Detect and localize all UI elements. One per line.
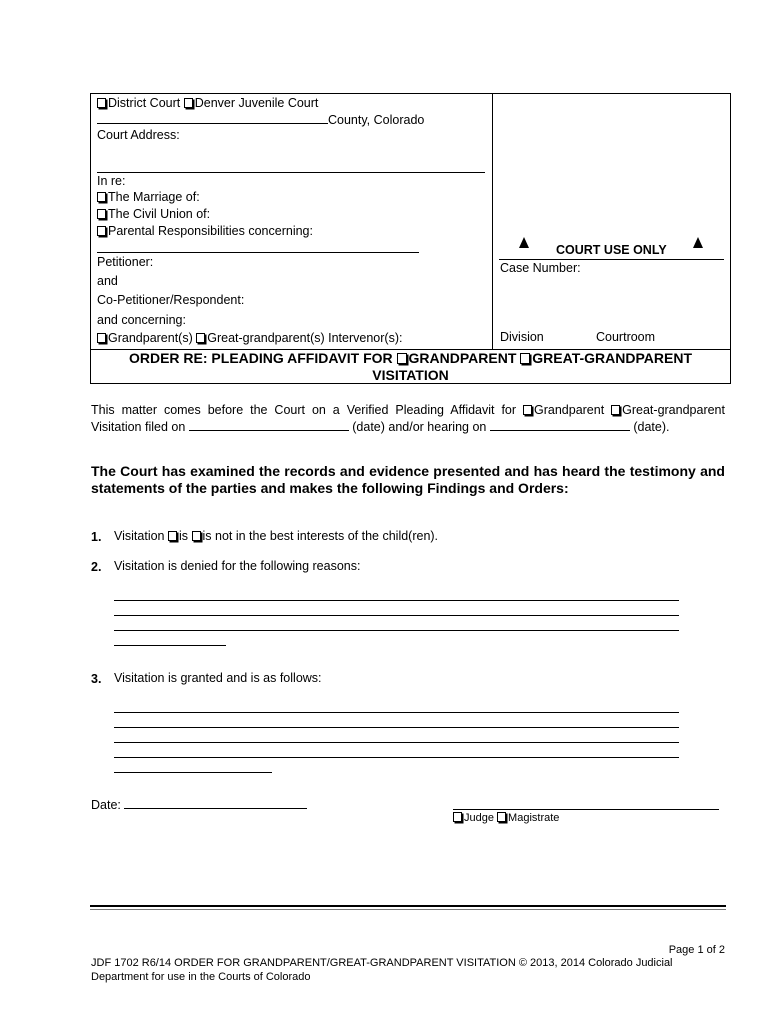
and-label: and <box>97 274 118 288</box>
intro-line1 <box>91 403 725 417</box>
visitation-filed-label: Visitation filed on <box>91 420 186 434</box>
page-title <box>90 350 731 384</box>
page-number: Page 1 of 2 <box>668 944 725 956</box>
footer-line-1: JDF 1702 R6/14 ORDER FOR GRANDPARENT/GREAT-GRANDPARENT VISITATION © 2013, 2014 Colorado Judicial <box>91 957 673 969</box>
item-1-visitation: Visitation <box>114 529 165 543</box>
denver-juvenile-checkbox[interactable] <box>184 98 193 108</box>
marriage-label: The Marriage of: <box>108 190 200 204</box>
hearing-label: (date) and/or hearing on <box>352 420 487 434</box>
county-row <box>97 112 424 127</box>
marriage-row <box>97 190 200 204</box>
item-2-number: 2. <box>91 560 102 574</box>
date-row <box>91 797 307 812</box>
county-label: County, Colorado <box>328 113 425 127</box>
caption-divider <box>492 93 493 350</box>
civil-union-checkbox[interactable] <box>97 209 106 219</box>
magistrate-checkbox[interactable] <box>497 812 506 822</box>
co-petitioner-label: Co-Petitioner/Respondent: <box>97 293 245 307</box>
court-use-only-label: COURT USE ONLY <box>556 243 667 257</box>
intro-great-checkbox[interactable] <box>611 405 620 415</box>
parties-line[interactable] <box>97 252 419 253</box>
denied-line-3[interactable] <box>114 630 679 631</box>
intro-great-label: Great-grandparent <box>622 403 725 417</box>
and-concerning-label: and concerning: <box>97 313 186 327</box>
intro-text: This matter comes before the Court on a Verified Pleading Affidavit for <box>91 403 517 417</box>
denver-juvenile-label: Denver Juvenile Court <box>194 96 319 110</box>
granted-line-1[interactable] <box>114 712 679 713</box>
court-address-label: Court Address: <box>97 128 180 142</box>
grandparents-checkbox[interactable] <box>97 333 106 343</box>
findings-text: The Court has examined the records and evidence presented and has heard the testimony and statements of the parties and makes the following Findings and Orders: <box>91 463 725 496</box>
title-great-checkbox[interactable] <box>520 353 530 364</box>
is-not-checkbox[interactable] <box>192 531 201 541</box>
civil-union-label: The Civil Union of: <box>108 207 211 221</box>
filed-date-blank[interactable] <box>189 419 349 431</box>
title-part1: ORDER RE: PLEADING AFFIDAVIT FOR <box>128 350 393 366</box>
courtroom-label: Courtroom <box>596 330 656 344</box>
county-blank[interactable] <box>97 112 328 124</box>
intro-grandparent-label: Grandparent <box>534 403 605 417</box>
denied-line-1[interactable] <box>114 600 679 601</box>
intervenor-row <box>97 331 402 345</box>
date-end-label: (date). <box>633 420 670 434</box>
magistrate-label: Magistrate <box>508 812 560 824</box>
petitioner-label: Petitioner: <box>97 255 154 269</box>
is-label: is <box>178 529 189 543</box>
civil-union-row <box>97 207 210 221</box>
hearing-date-blank[interactable] <box>490 419 630 431</box>
denied-line-2[interactable] <box>114 615 679 616</box>
district-court-checkbox[interactable] <box>97 98 106 108</box>
granted-line-4[interactable] <box>114 757 679 758</box>
title-line2: VISITATION <box>372 367 449 383</box>
date-blank[interactable] <box>124 797 307 809</box>
court-type-row <box>97 96 318 110</box>
judge-checkbox[interactable] <box>453 812 462 822</box>
up-arrow-right-icon <box>693 237 703 248</box>
is-not-label: is not in the best interests of the child(ren). <box>202 529 439 543</box>
item-1-text <box>114 529 438 543</box>
granted-line-2[interactable] <box>114 727 679 728</box>
intro-grandparent-checkbox[interactable] <box>523 405 532 415</box>
date-label: Date: <box>91 798 121 812</box>
in-re-label: In re: <box>97 174 126 188</box>
parental-checkbox[interactable] <box>97 226 106 236</box>
intro-line2 <box>91 419 669 434</box>
item-1-number: 1. <box>91 530 102 544</box>
signature-line[interactable] <box>453 809 719 810</box>
footer-rule <box>90 905 726 910</box>
marriage-checkbox[interactable] <box>97 192 106 202</box>
title-grandparent: GRANDPARENT <box>408 350 517 366</box>
court-address-line[interactable] <box>97 172 485 173</box>
district-court-label: District Court <box>108 96 181 110</box>
parental-label: Parental Responsibilities concerning: <box>108 224 313 238</box>
division-label: Division <box>500 330 544 344</box>
title-great: GREAT-GRANDPARENT <box>532 350 692 366</box>
up-arrow-left-icon <box>519 237 529 248</box>
footer-line-2: Department for use in the Courts of Colorado <box>91 971 311 983</box>
case-number-label: Case Number: <box>500 261 581 275</box>
granted-line-5[interactable] <box>114 772 272 773</box>
item-3-text: Visitation is granted and is as follows: <box>114 671 322 685</box>
great-grandparents-label: Great-grandparent(s) Intervenor(s): <box>207 331 403 345</box>
is-checkbox[interactable] <box>168 531 177 541</box>
title-grandparent-checkbox[interactable] <box>397 353 407 364</box>
denied-line-4[interactable] <box>114 645 226 646</box>
judge-row <box>453 812 559 824</box>
item-3-number: 3. <box>91 672 102 686</box>
granted-line-3[interactable] <box>114 742 679 743</box>
judge-label: Judge <box>464 812 494 824</box>
court-use-line <box>499 259 724 260</box>
item-2-text: Visitation is denied for the following reasons: <box>114 559 361 573</box>
grandparents-label: Grandparent(s) <box>108 331 193 345</box>
great-grandparents-checkbox[interactable] <box>196 333 205 343</box>
parental-row <box>97 224 313 238</box>
